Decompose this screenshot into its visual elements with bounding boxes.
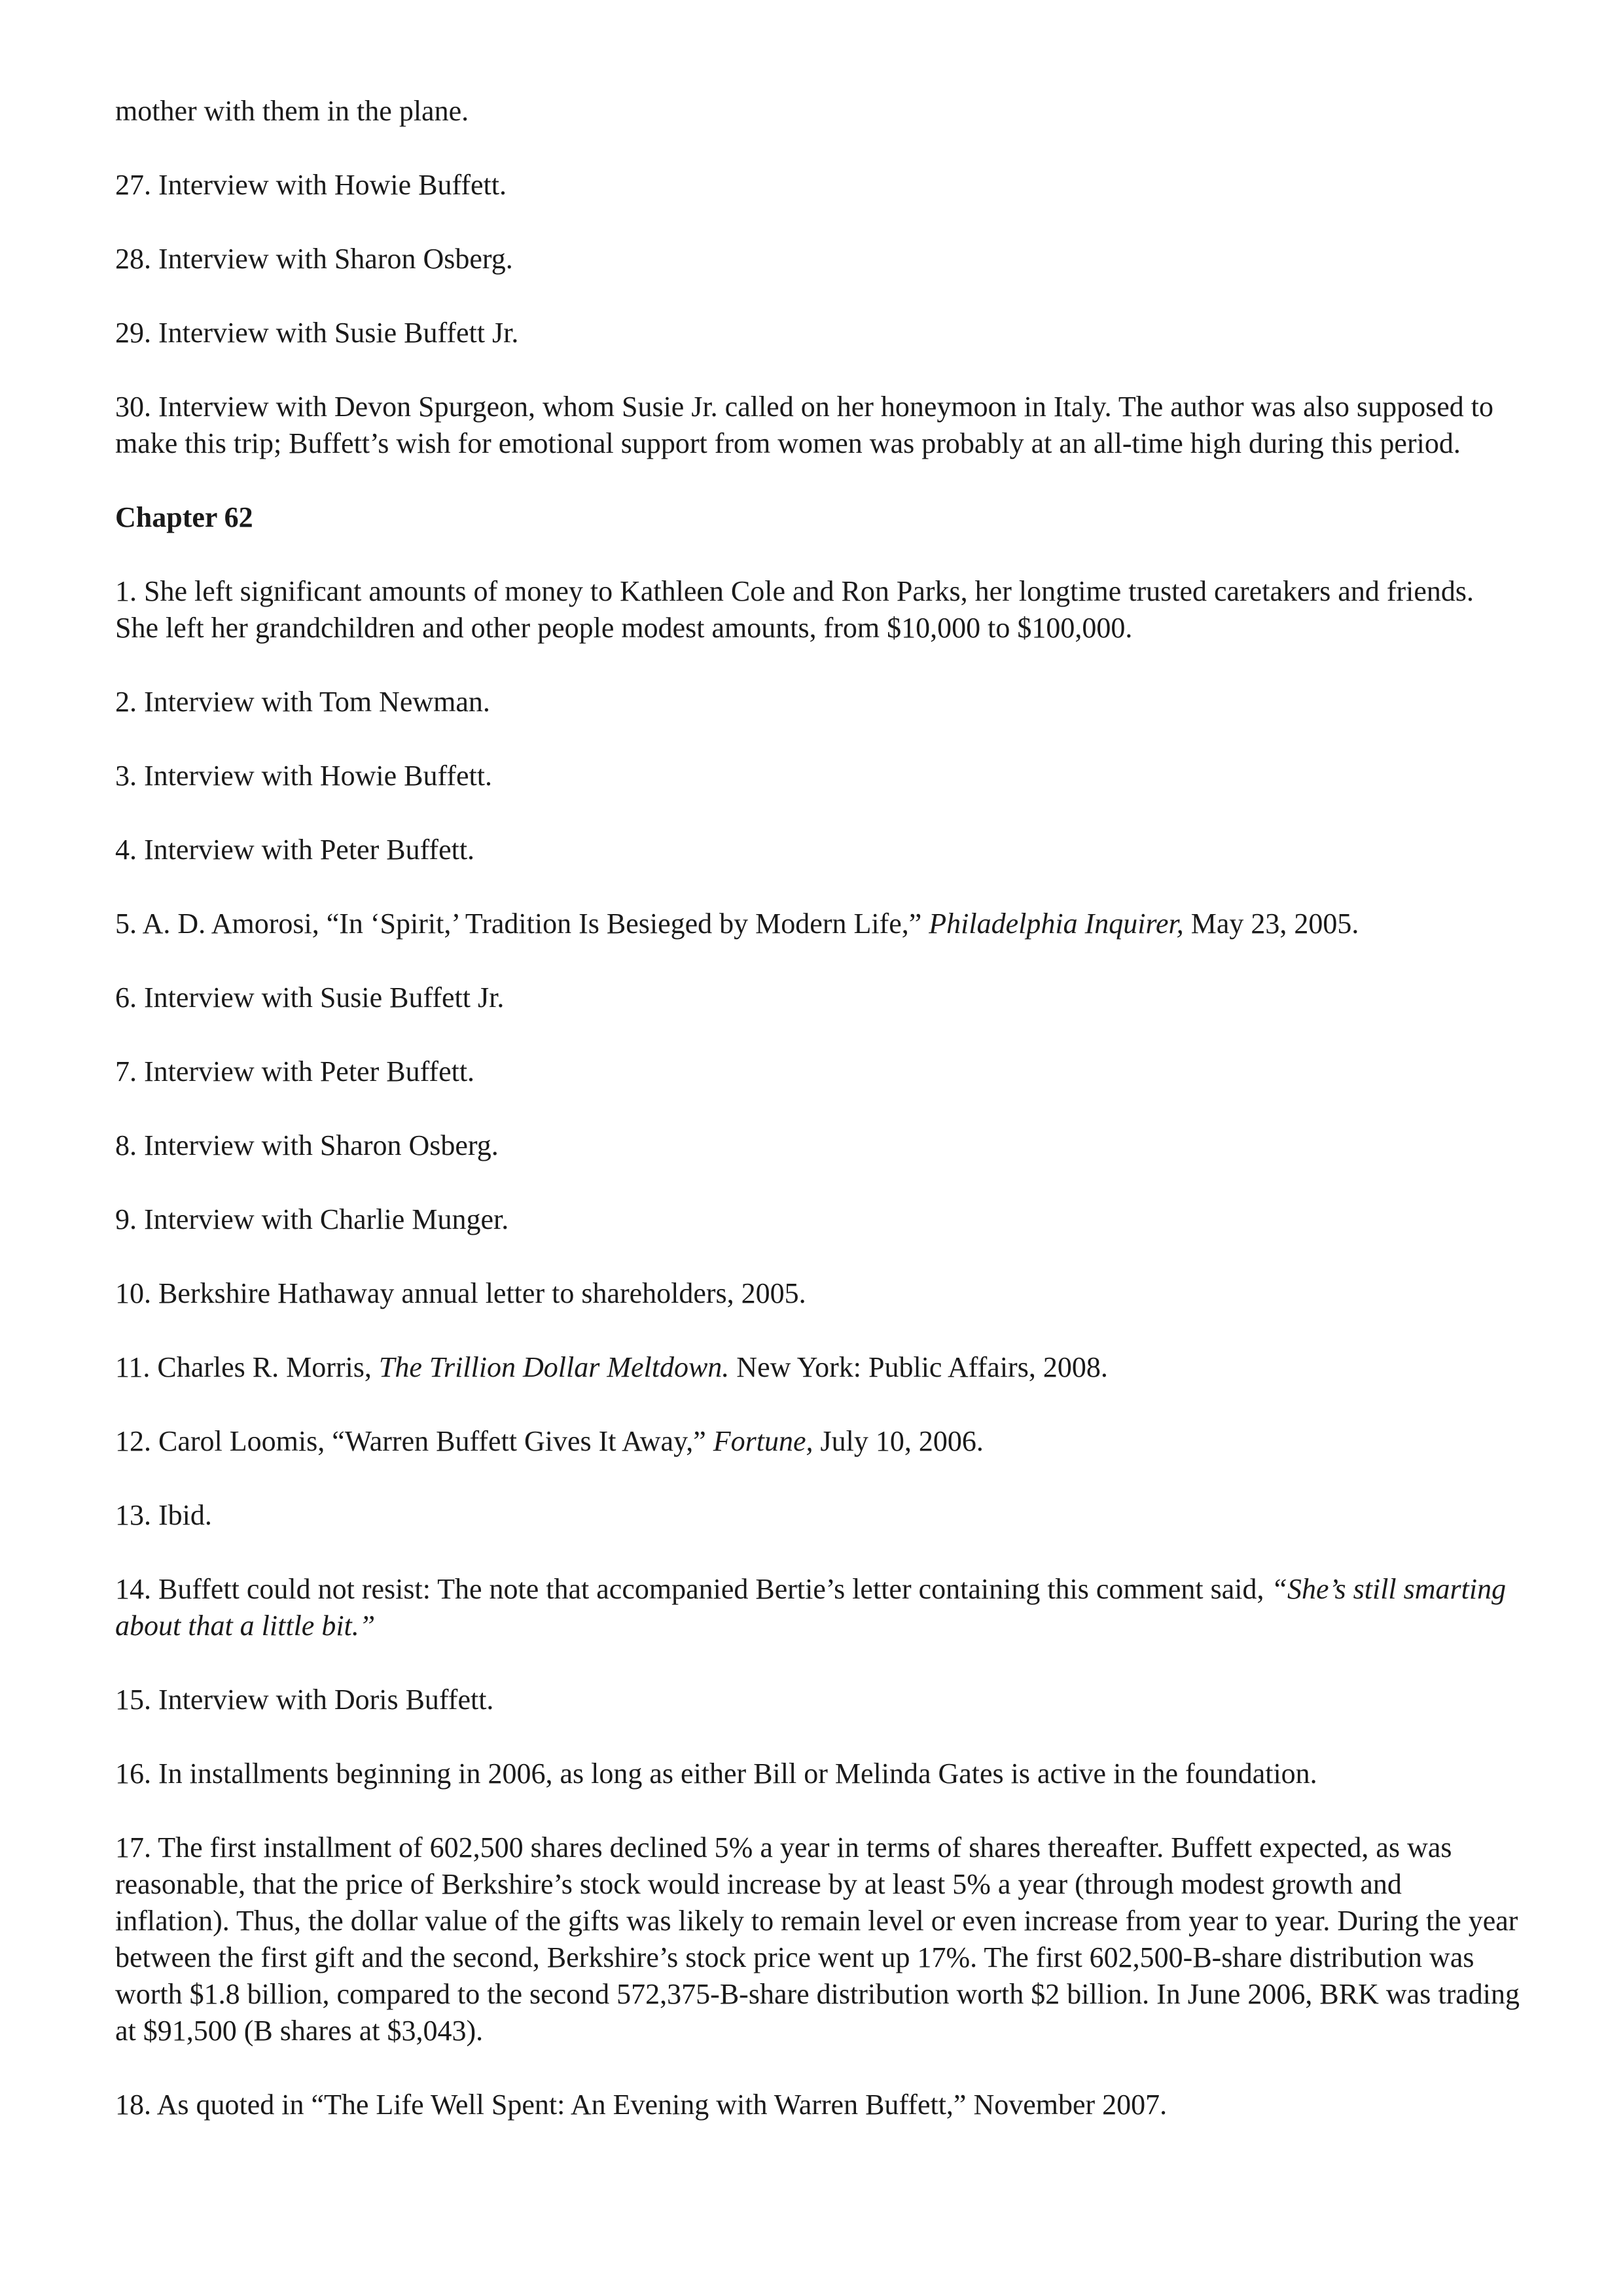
note-11-text: 11. Charles R. Morris, bbox=[115, 1351, 379, 1383]
note-12-publication: Fortune, bbox=[713, 1425, 813, 1457]
note-5 bbox=[115, 906, 1521, 942]
note-18: 18. As quoted in “The Life Well Spent: An Evening with Warren Buffett,” November 2007. bbox=[115, 2089, 1168, 2121]
note-5-text: 5. A. D. Amorosi, “In ‘Spirit,’ Tradition Is Besieged by Modern Life,” bbox=[115, 908, 929, 940]
note-5-publication: Philadelphia Inquirer, bbox=[929, 908, 1184, 940]
note-11-publisher: New York: Public Affairs, 2008. bbox=[729, 1351, 1108, 1383]
note-11 bbox=[115, 1349, 1521, 1386]
note-9: 9. Interview with Charlie Munger. bbox=[115, 1203, 509, 1235]
continuation-text: mother with them in the plane. bbox=[115, 95, 469, 127]
chapter-heading: Chapter 62 bbox=[115, 501, 253, 533]
note-2: 2. Interview with Tom Newman. bbox=[115, 686, 490, 718]
notes-page bbox=[115, 93, 1521, 2123]
note-12-text: 12. Carol Loomis, “Warren Buffett Gives It Away,” bbox=[115, 1425, 713, 1457]
note-27: 27. Interview with Howie Buffett. bbox=[115, 169, 507, 201]
note-14 bbox=[115, 1571, 1521, 1644]
note-12 bbox=[115, 1423, 1521, 1460]
note-6: 6. Interview with Susie Buffett Jr. bbox=[115, 981, 505, 1014]
note-29: 29. Interview with Susie Buffett Jr. bbox=[115, 317, 519, 349]
note-10: 10. Berkshire Hathaway annual letter to shareholders, 2005. bbox=[115, 1277, 806, 1309]
note-4: 4. Interview with Peter Buffett. bbox=[115, 834, 475, 866]
note-14-quote: “She’s still smarting about that a little bit.” bbox=[115, 1573, 1507, 1642]
note-13: 13. Ibid. bbox=[115, 1499, 212, 1531]
note-11-title: The Trillion Dollar Meltdown. bbox=[378, 1351, 730, 1383]
note-16: 16. In installments beginning in 2006, as long as either Bill or Melinda Gates is active in the foundation. bbox=[115, 1757, 1317, 1790]
note-8: 8. Interview with Sharon Osberg. bbox=[115, 1129, 499, 1161]
note-17: 17. The first installment of 602,500 shares declined 5% a year in terms of shares thereafter. Buffett expected, as was reasonable, that the price of Berkshire’s stock would increase by at least 5% a year (through modest growth and inflation). Thus, the dollar value of the gifts was likely to remain level or even increase from year to year. During the year between the first gift and the second, Berkshire’s stock price went up 17%. The first 602,500-B-share distribution was worth $1.8 billion, compared to the second 572,375-B-share distribution worth $2 billion. In June 2006, BRK was trading at $91,500 (B shares at $3,043). bbox=[115, 1831, 1520, 2047]
note-1: 1. She left significant amounts of money to Kathleen Cole and Ron Parks, her longtime trusted caretakers and friends. She left her grandchildren and other people modest amounts, from $10,000 to $100,000. bbox=[115, 575, 1474, 644]
note-7: 7. Interview with Peter Buffett. bbox=[115, 1055, 475, 1087]
note-30: 30. Interview with Devon Spurgeon, whom Susie Jr. called on her honeymoon in Italy. The author was also supposed to make this trip; Buffett’s wish for emotional support from women was probably at an all-time high during this period. bbox=[115, 391, 1493, 459]
note-28: 28. Interview with Sharon Osberg. bbox=[115, 243, 513, 275]
note-5-date: May 23, 2005. bbox=[1183, 908, 1359, 940]
note-12-date: July 10, 2006. bbox=[813, 1425, 984, 1457]
note-15: 15. Interview with Doris Buffett. bbox=[115, 1684, 494, 1716]
note-3: 3. Interview with Howie Buffett. bbox=[115, 760, 492, 792]
note-14-text: 14. Buffett could not resist: The note that accompanied Bertie’s letter containing this comment said, bbox=[115, 1573, 1272, 1605]
